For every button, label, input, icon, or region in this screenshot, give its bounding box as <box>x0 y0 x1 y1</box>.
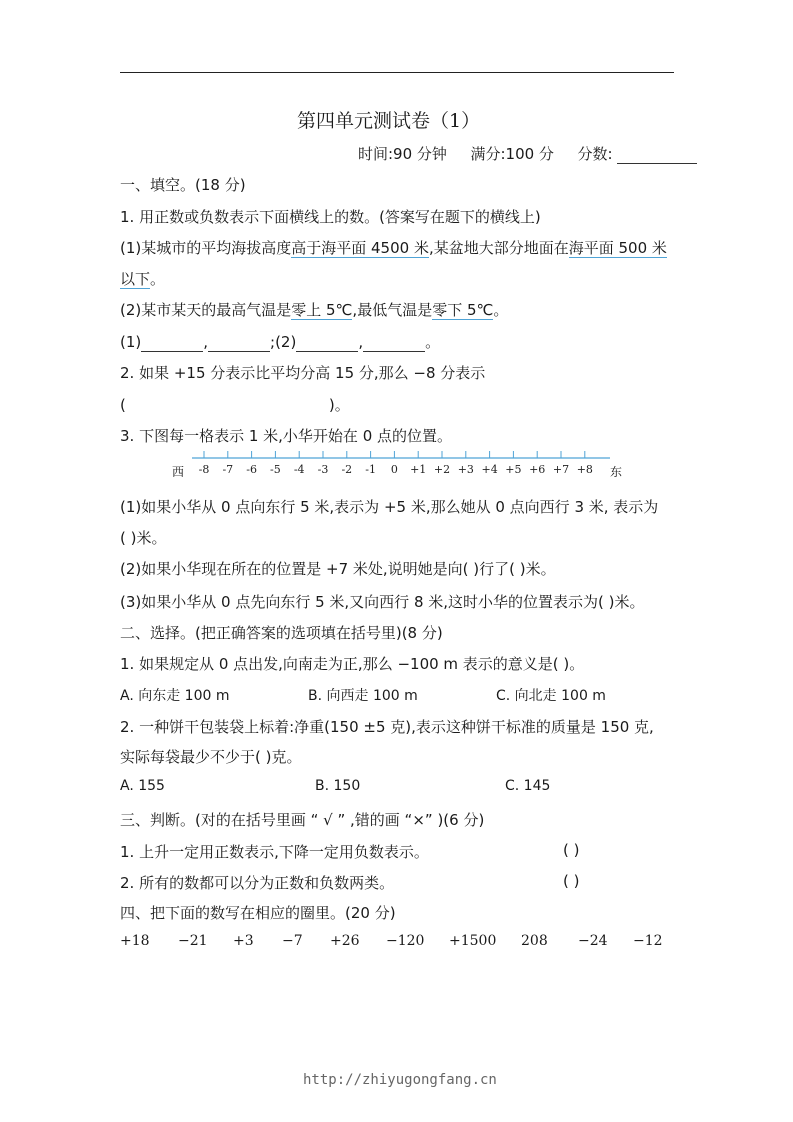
answer-blank[interactable] <box>141 337 203 352</box>
q1-1-part1: (1)某城市的平均海拔高度高于海平面 4500 米,某盆地大部分地面在海平面 500 米 <box>120 239 667 257</box>
number-line-tick-label: +1 <box>410 463 427 476</box>
q2-1-option-a[interactable]: A. 向东走 100 m <box>120 688 230 704</box>
number-item: −120 <box>386 933 425 949</box>
number-item: +26 <box>330 933 360 949</box>
q3-1-text: 1. 上升一定用正数表示,下降一定用负数表示。 <box>120 843 429 861</box>
q1-2-answer-paren: ( )。 <box>120 396 350 414</box>
number-item: −21 <box>178 933 208 949</box>
number-line-tick-label: +4 <box>481 463 498 476</box>
q3-2-paren[interactable]: ( ) <box>563 872 580 890</box>
number-line-tick-label: -3 <box>317 463 329 476</box>
answer-blank[interactable] <box>296 337 358 352</box>
number-item: +3 <box>233 933 254 949</box>
number-item: +1500 <box>449 933 497 949</box>
q1-1-answers: (1) , ;(2) , 。 <box>120 333 441 351</box>
section-2-heading: 二、选择。(把正确答案的选项填在括号里)(8 分) <box>120 624 443 642</box>
number-line-tick-label: -6 <box>246 463 257 476</box>
q2-2-text-cont: 实际每袋最少不少于( )克。 <box>120 748 302 766</box>
number-line-tick-label: 0 <box>390 463 398 476</box>
q1-3-text: 3. 下图每一格表示 1 米,小华开始在 0 点的位置。 <box>120 427 453 445</box>
section-4-heading: 四、把下面的数写在相应的圈里。(20 分) <box>120 904 396 922</box>
number-line <box>170 448 630 480</box>
score-blank[interactable] <box>617 147 697 164</box>
number-line-tick-label: +3 <box>457 463 474 476</box>
section-1-heading: 一、填空。(18 分) <box>120 176 246 194</box>
q1-3-sub2: (2)如果小华现在所在的位置是 +7 米处,说明她是向( )行了( )米。 <box>120 560 556 578</box>
underline-phrase: 海平面 500 米 <box>568 239 667 257</box>
q2-2-option-a[interactable]: A. 155 <box>120 778 165 794</box>
q1-1-part1-cont: 以下。 <box>120 270 166 288</box>
q2-1-text: 1. 如果规定从 0 点出发,向南走为正,那么 −100 m 表示的意义是( )。 <box>120 655 585 673</box>
underline-phrase: 高于海平面 4500 米 <box>291 239 429 257</box>
page-title: 第四单元测试卷（1） <box>297 110 481 132</box>
footer-url: http://zhiyugongfang.cn <box>303 1072 497 1088</box>
q2-2-option-c[interactable]: C. 145 <box>505 778 551 794</box>
number-line-west: 西 <box>172 465 185 479</box>
number-item: −12 <box>633 933 663 949</box>
q1-3-sub1: (1)如果小华从 0 点向东行 5 米,表示为 +5 米,那么她从 0 点向西行 3 米, 表示为 <box>120 498 659 516</box>
number-line-tick-label: -2 <box>341 463 353 476</box>
q1-1-text: 1. 用正数或负数表示下面横线上的数。(答案写在题下的横线上) <box>120 208 541 226</box>
underline-phrase: 零上 5℃ <box>291 301 353 319</box>
exam-meta <box>358 143 697 164</box>
section-3-heading: 三、判断。(对的在括号里画 “ √ ” ,错的画 “×” )(6 分) <box>120 811 485 829</box>
q2-2-option-b[interactable]: B. 150 <box>315 778 361 794</box>
full-score-label: 满分:100 分 <box>470 145 554 163</box>
number-line-tick-label: +2 <box>433 463 451 476</box>
answer-blank[interactable] <box>363 337 425 352</box>
time-label: 时间:90 分钟 <box>358 145 447 163</box>
number-line-tick-label: -1 <box>365 463 376 476</box>
q2-2-text: 2. 一种饼干包装袋上标着:净重(150 ±5 克),表示这种饼干标准的质量是 150 克, <box>120 718 654 736</box>
answer-blank[interactable] <box>208 337 270 352</box>
q1-2-text: 2. 如果 +15 分表示比平均分高 15 分,那么 −8 分表示 <box>120 364 486 382</box>
number-line-tick-label: -4 <box>293 463 305 476</box>
number-line-tick-label: +7 <box>552 463 570 476</box>
q2-1-option-c[interactable]: C. 向北走 100 m <box>496 688 606 704</box>
q3-2-text: 2. 所有的数都可以分为正数和负数两类。 <box>120 874 395 892</box>
underline-phrase: 以下 <box>120 270 151 288</box>
number-line-tick-label: +8 <box>576 463 593 476</box>
number-item: −7 <box>282 933 303 949</box>
number-line-tick-label: -5 <box>270 463 281 476</box>
top-rule <box>120 72 674 73</box>
q3-1-paren[interactable]: ( ) <box>563 841 580 859</box>
number-item: 208 <box>521 933 548 949</box>
q1-3-sub3: (3)如果小华从 0 点先向东行 5 米,又向西行 8 米,这时小华的位置表示为( )米。 <box>120 593 645 611</box>
number-line-tick-label: -8 <box>198 463 210 476</box>
number-line-tick-label: +5 <box>505 463 522 476</box>
score-label: 分数: <box>577 145 613 163</box>
number-item: −24 <box>578 933 608 949</box>
number-line-tick-label: +6 <box>529 463 546 476</box>
q2-1-option-b[interactable]: B. 向西走 100 m <box>308 688 418 704</box>
q1-3-sub1-cont: ( )米。 <box>120 529 167 547</box>
number-item: +18 <box>120 933 150 949</box>
underline-phrase: 零下 5℃ <box>432 301 494 319</box>
number-line-east: 东 <box>610 465 623 479</box>
number-line-tick-label: -7 <box>222 463 234 476</box>
q1-1-part2: (2)某市某天的最高气温是零上 5℃,最低气温是零下 5℃。 <box>120 301 509 319</box>
